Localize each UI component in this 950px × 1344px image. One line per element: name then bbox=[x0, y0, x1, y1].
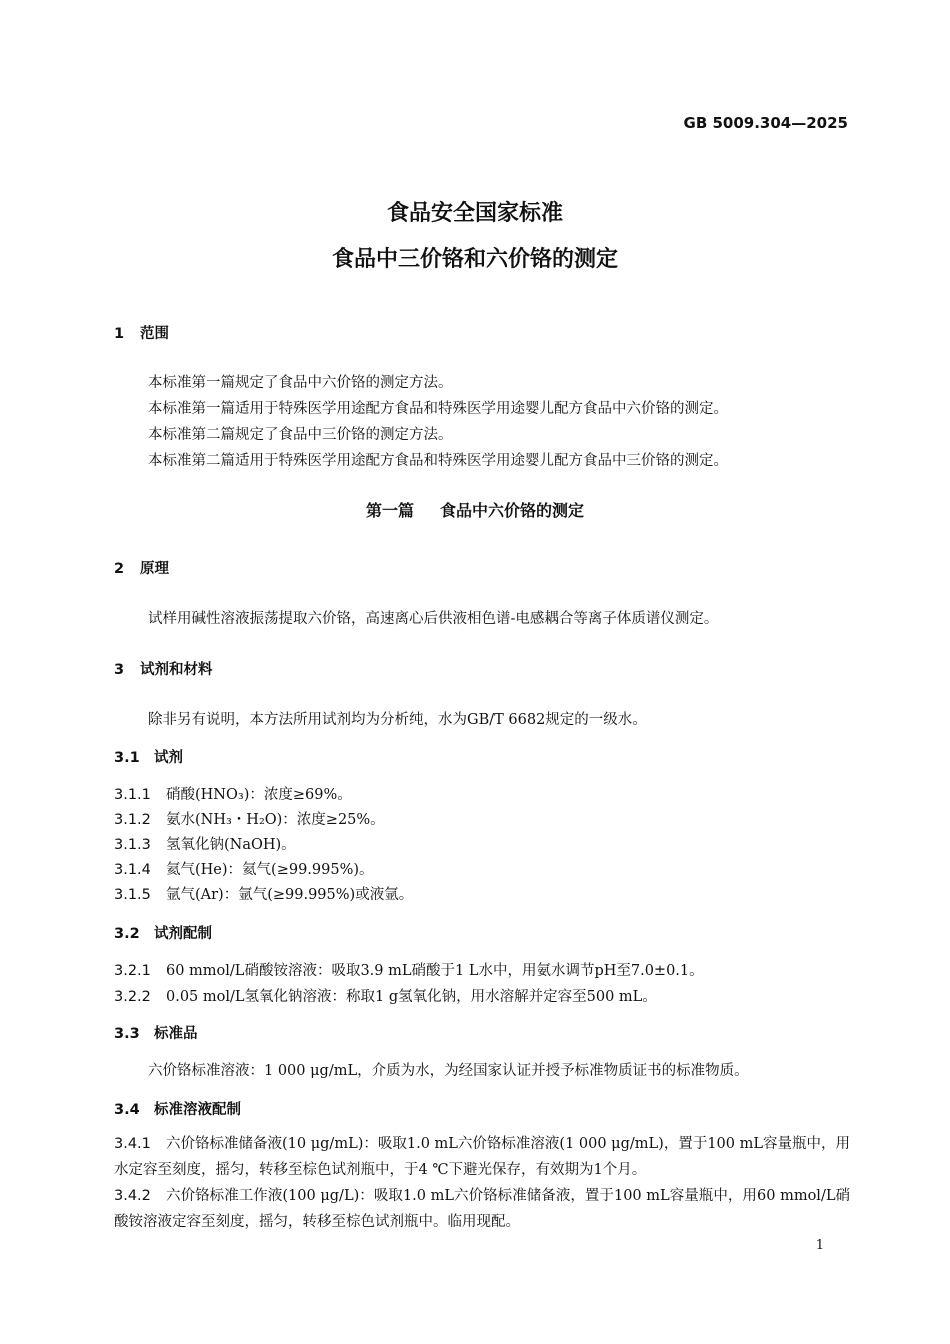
part-title: 食品中六价铬的测定 bbox=[440, 501, 585, 520]
item-text: 硝酸(HNO₃)：浓度≥69%。 bbox=[166, 787, 352, 803]
scope-paragraph-3: 本标准第二篇规定了食品中三价铬的测定方法。 bbox=[148, 427, 453, 443]
section-1-heading bbox=[114, 322, 169, 343]
standard-material-paragraph: 六价铬标准溶液：1 000 μg/mL，介质为水，为经国家认证并授予标准物质证书的标准物质。 bbox=[148, 1063, 749, 1079]
section-title: 范围 bbox=[140, 326, 169, 342]
subsection-title: 试剂配制 bbox=[154, 926, 212, 942]
item-3-1-4 bbox=[114, 858, 374, 879]
item-text: 六价铬标准工作液(100 μg/L)：吸取1.0 mL六价铬标准储备液，置于100 mL容量瓶中，用60 mmol/L硝酸铵溶液定容至刻度，摇匀，转移至棕色试剂瓶中。临用现配。 bbox=[114, 1188, 850, 1230]
subsection-3-2-heading bbox=[114, 922, 212, 943]
main-title: 食品安全国家标准 bbox=[386, 201, 563, 226]
item-3-1-5 bbox=[114, 883, 413, 904]
item-number: 3.2.2 bbox=[114, 989, 151, 1005]
item-text: 六价铬标准储备液(10 μg/mL)：吸取1.0 mL六价铬标准溶液(1 000 μg/mL)，置于100 mL容量瓶中，用水定容至刻度，摇匀，转移至棕色试剂瓶中，于4 ℃下避光保存，有效期为1个月。 bbox=[114, 1136, 850, 1178]
item-3-1-2 bbox=[114, 808, 385, 829]
principle-paragraph: 试样用碱性溶液振荡提取六价铬，高速离心后供液相色谱-电感耦合等离子体质谱仪测定。 bbox=[148, 611, 719, 627]
item-text: 60 mmol/L硝酸铵溶液：吸取3.9 mL硝酸于1 L水中，用氨水调节pH至7.0±0.1。 bbox=[166, 963, 704, 979]
item-3-1-1 bbox=[114, 783, 352, 804]
item-number: 3.2.1 bbox=[114, 963, 151, 979]
subsection-3-3-heading bbox=[114, 1022, 198, 1043]
item-text: 氦气(He)：氦气(≥99.995%)。 bbox=[166, 862, 374, 878]
item-text: 氨水(NH₃・H₂O)：浓度≥25%。 bbox=[166, 812, 385, 828]
subsection-title: 标准品 bbox=[154, 1026, 198, 1042]
subsection-title: 试剂 bbox=[154, 750, 183, 766]
scope-paragraph-1: 本标准第一篇规定了食品中六价铬的测定方法。 bbox=[148, 375, 453, 391]
subsection-number: 3.2 bbox=[114, 926, 140, 942]
item-number: 3.1.5 bbox=[114, 887, 151, 903]
subsection-number: 3.4 bbox=[114, 1102, 140, 1118]
section-title: 试剂和材料 bbox=[140, 662, 213, 678]
page-number: 1 bbox=[815, 1238, 824, 1253]
item-3-1-3 bbox=[114, 833, 296, 854]
item-number: 3.1.2 bbox=[114, 812, 151, 828]
section-number: 1 bbox=[114, 326, 125, 342]
item-3-4-1 bbox=[114, 1131, 850, 1183]
item-number: 3.1.4 bbox=[114, 862, 151, 878]
item-text: 氢氧化钠(NaOH)。 bbox=[166, 837, 296, 853]
section-3-heading bbox=[114, 658, 213, 679]
item-number: 3.1.1 bbox=[114, 787, 151, 803]
subsection-number: 3.1 bbox=[114, 750, 140, 766]
section-number: 3 bbox=[114, 662, 125, 678]
item-number: 3.1.3 bbox=[114, 837, 151, 853]
section-number: 2 bbox=[114, 561, 125, 577]
subsection-title: 标准溶液配制 bbox=[154, 1102, 241, 1118]
sub-title: 食品中三价铬和六价铬的测定 bbox=[331, 247, 618, 272]
subsection-3-1-heading bbox=[114, 746, 183, 767]
item-3-2-1 bbox=[114, 959, 704, 980]
scope-paragraph-2: 本标准第一篇适用于特殊医学用途配方食品和特殊医学用途婴儿配方食品中六价铬的测定。 bbox=[148, 401, 728, 417]
subsection-3-4-heading bbox=[114, 1098, 241, 1119]
item-number: 3.4.2 bbox=[114, 1188, 151, 1204]
item-3-4-2 bbox=[114, 1183, 850, 1235]
item-3-2-2 bbox=[114, 985, 657, 1006]
part-label: 第一篇 bbox=[365, 501, 414, 520]
item-text: 氩气(Ar)：氩气(≥99.995%)或液氩。 bbox=[166, 887, 414, 903]
item-text: 0.05 mol/L氢氧化钠溶液：称取1 g氢氧化钠，用水溶解并定容至500 mL。 bbox=[166, 989, 657, 1005]
section-title: 原理 bbox=[140, 561, 169, 577]
subsection-number: 3.3 bbox=[114, 1026, 140, 1042]
reagents-intro-paragraph: 除非另有说明，本方法所用试剂均为分析纯，水为GB/T 6682规定的一级水。 bbox=[148, 712, 647, 728]
scope-paragraph-4: 本标准第二篇适用于特殊医学用途配方食品和特殊医学用途婴儿配方食品中三价铬的测定。 bbox=[148, 453, 728, 469]
standard-number: GB 5009.304—2025 bbox=[683, 114, 848, 132]
item-number: 3.4.1 bbox=[114, 1136, 151, 1152]
part-1-heading bbox=[0, 498, 950, 521]
section-2-heading bbox=[114, 557, 169, 578]
